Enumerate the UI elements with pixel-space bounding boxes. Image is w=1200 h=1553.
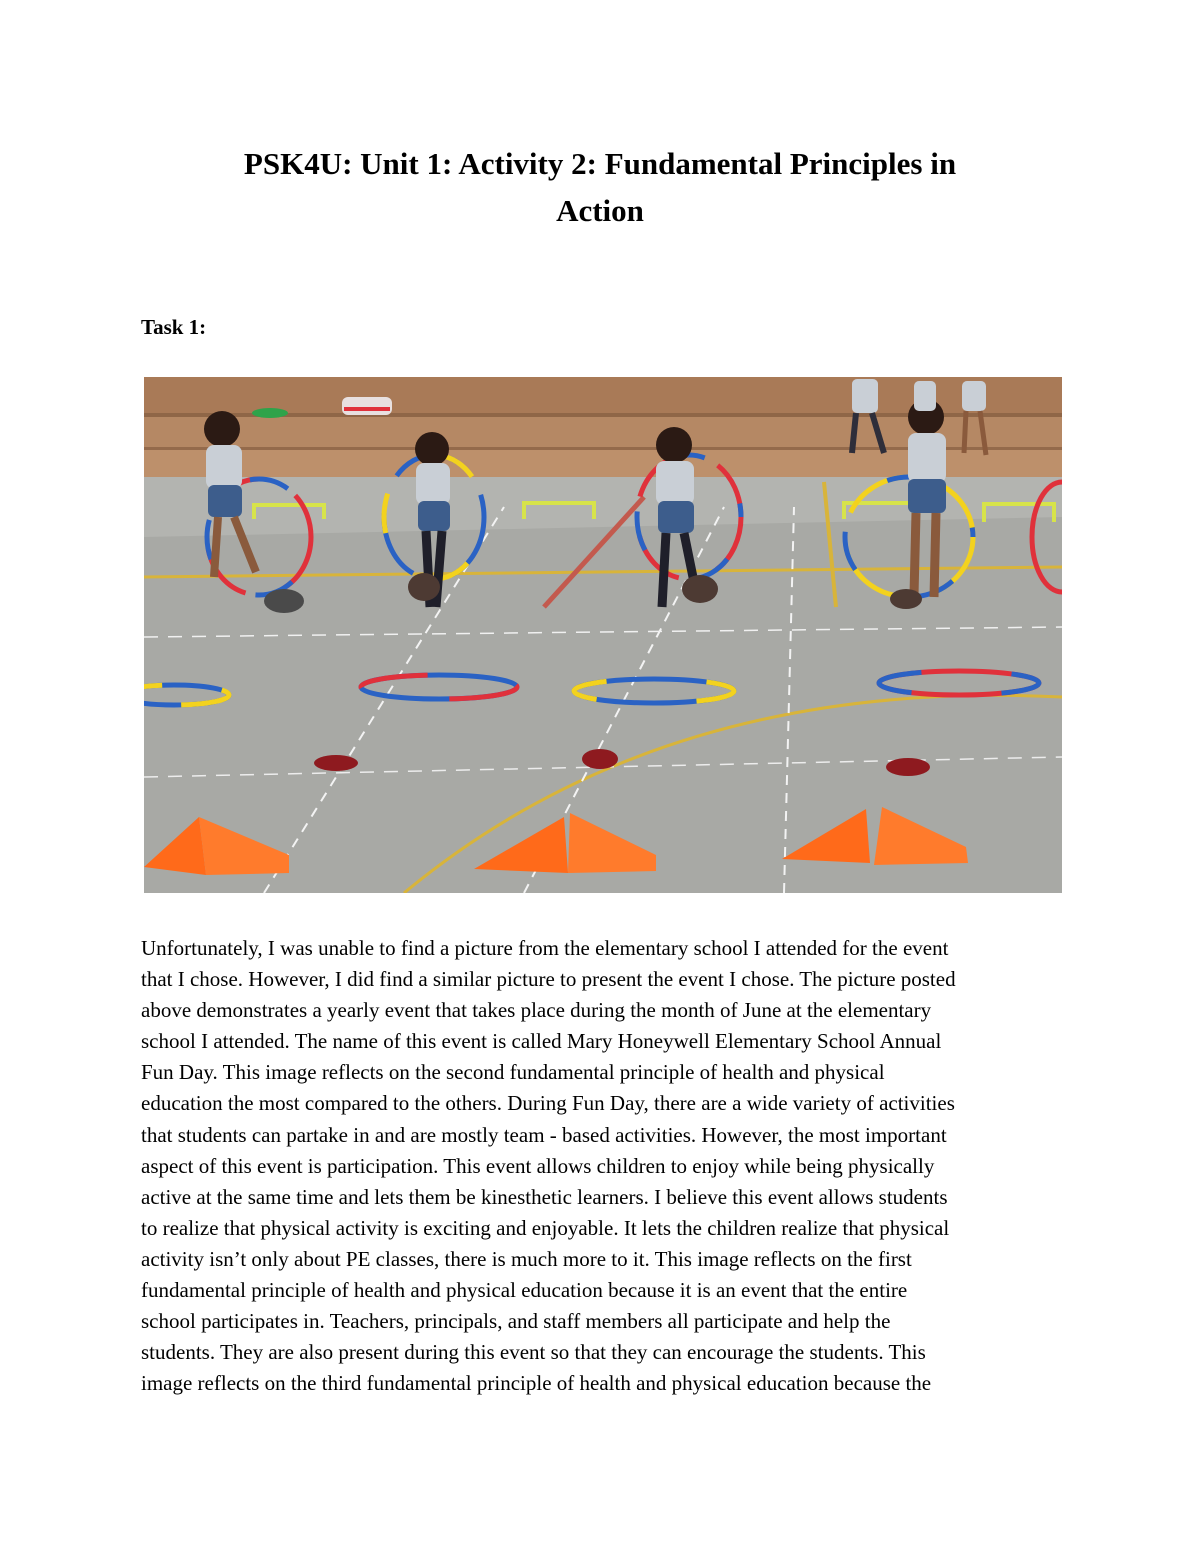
frisbee — [252, 408, 288, 418]
body-line: school I attended. The name of this event is called Mary Honeywell Elementary School Annual — [141, 1029, 942, 1054]
beanbag-2 — [582, 749, 618, 769]
body-line: activity isn’t only about PE classes, there is much more to it. This image reflects on the first — [141, 1246, 912, 1271]
body-line: Fun Day. This image reflects on the second fundamental principle of health and physical — [141, 1060, 885, 1085]
body-line: school participates in. Teachers, principals, and staff members all participate and help the — [141, 1309, 891, 1334]
body-line: that I chose. However, I did find a similar picture to present the event I chose. The picture posted — [141, 967, 956, 992]
shoes — [342, 397, 392, 415]
body-line: to realize that physical activity is exciting and enjoyable. It lets the children realize that physical — [141, 1215, 950, 1240]
body-line: that students can partake in and are mostly team - based activities. However, the most important — [141, 1122, 947, 1147]
body-line: students. They are also present during this event so that they can encourage the students. This — [141, 1340, 926, 1365]
page-title-line-2: Action — [556, 193, 644, 228]
body-line: above demonstrates a yearly event that takes place during the month of June at the elementary — [141, 998, 932, 1023]
beanbag-1 — [314, 755, 358, 771]
page-title — [140, 140, 1060, 234]
body-line: fundamental principle of health and physical education because it is an event that the entire — [141, 1278, 908, 1303]
body-line: Unfortunately, I was unable to find a picture from the elementary school I attended for the event — [141, 936, 949, 960]
body-line: active at the same time and lets them be kinesthetic learners. I believe this event allows students — [141, 1184, 948, 1209]
body-line: education the most compared to the others. During Fun Day, there are a wide variety of activities — [141, 1091, 955, 1116]
body-paragraph — [141, 933, 1061, 1399]
page-title-line-1: PSK4U: Unit 1: Activity 2: Fundamental Principles in — [243, 146, 957, 181]
beanbag-3 — [886, 758, 930, 776]
body-line: image reflects on the third fundamental principle of health and physical education because the — [141, 1371, 932, 1396]
body-line: aspect of this event is participation. This event allows children to enjoy while being physically — [141, 1153, 935, 1178]
shoes-stripe — [344, 407, 390, 411]
task-label: Task 1: — [141, 315, 207, 339]
fun-day-photo — [144, 377, 1062, 893]
